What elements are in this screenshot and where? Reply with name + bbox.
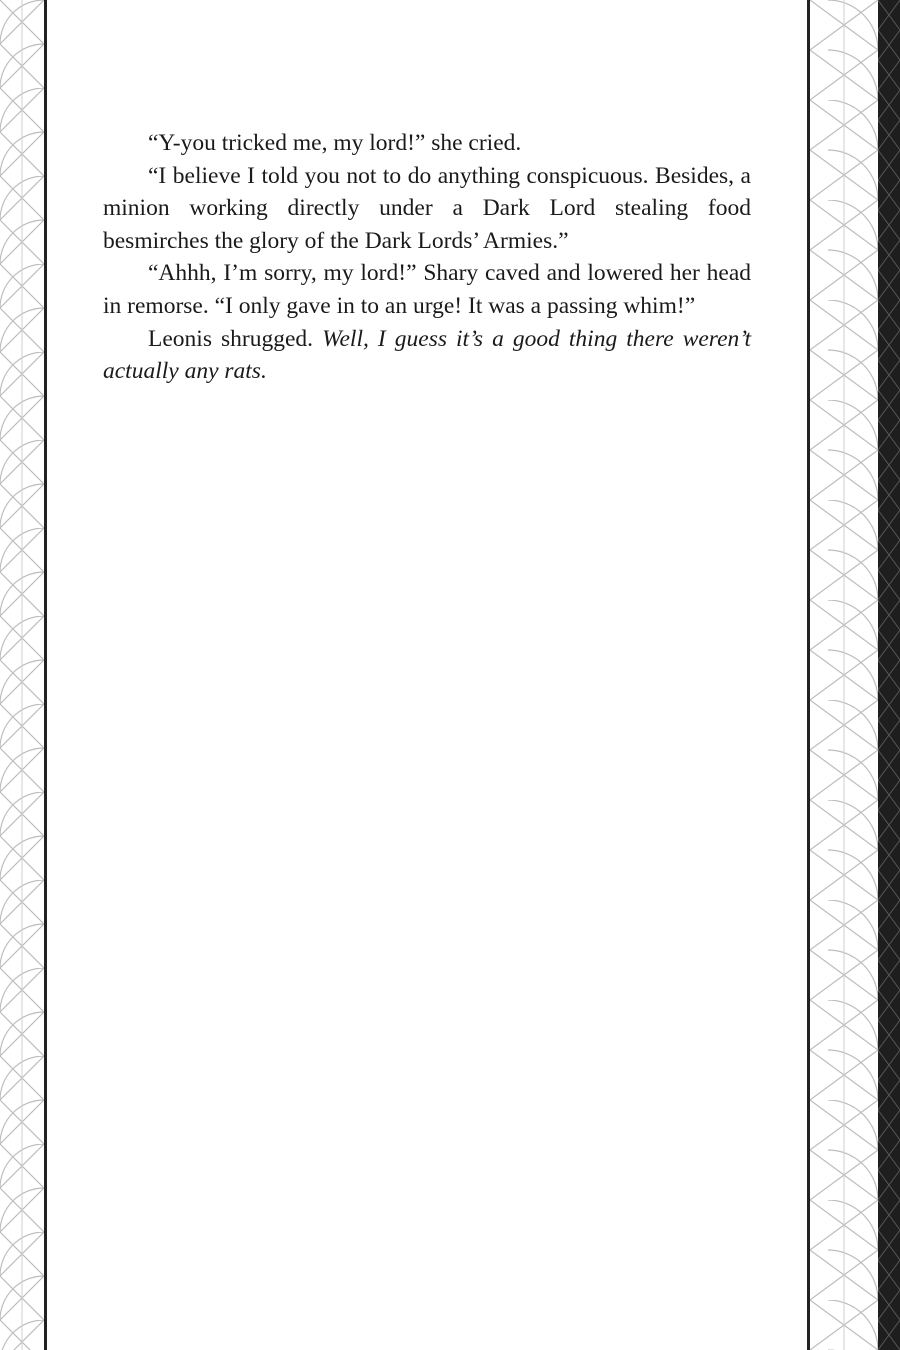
body-text — [103, 127, 751, 388]
paragraph-2: “I believe I told you not to do anything conspicuous. Besides, a minion working directly under a Dark Lord stealing food besmirches the glory of the Dark Lords’ Armies.” — [103, 162, 751, 254]
paragraph-3: “Ahhh, I’m sorry, my lord!” Shary caved and lowered her head in remorse. “I only gave in to an urge! It was a passing whim!” — [103, 260, 751, 319]
paragraph-4 — [103, 323, 751, 388]
right-dark-strip — [878, 0, 900, 1350]
right-decorative-border — [810, 0, 878, 1350]
paragraph-1: “Y-you tricked me, my lord!” she cried. — [148, 130, 522, 156]
paragraph-4-italic: Well, I guess it’s a good thing there weren’t actually any rats. — [103, 325, 751, 385]
left-decorative-border — [0, 0, 44, 1350]
right-lattice-pattern — [810, 0, 878, 1350]
paragraph-4-plain: Leonis shrugged. — [148, 325, 323, 352]
book-page — [47, 0, 807, 1350]
dark-strip-pattern — [878, 0, 900, 1350]
left-lattice-pattern — [0, 0, 44, 1350]
